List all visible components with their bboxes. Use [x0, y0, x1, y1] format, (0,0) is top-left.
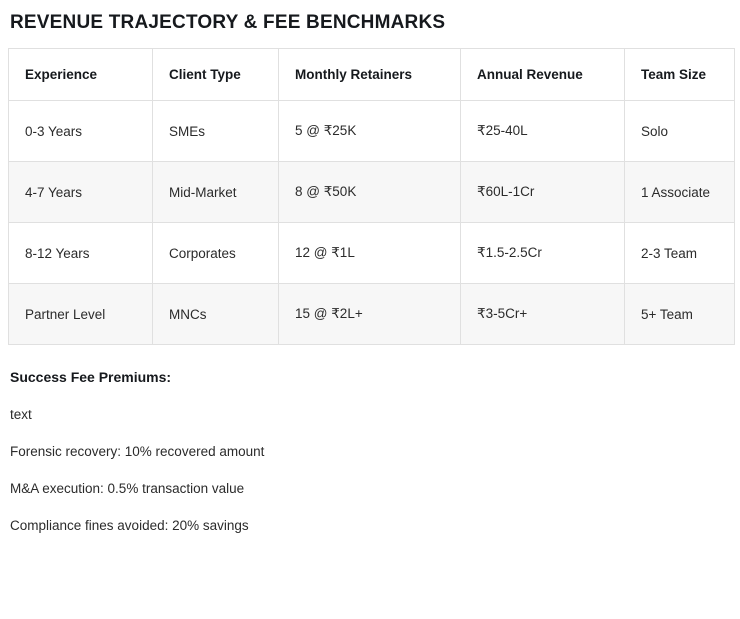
paragraph-compliance-fines: Compliance fines avoided: 20% savings — [10, 518, 249, 533]
column-header-client-type: Client Type — [153, 49, 279, 101]
page-title: REVENUE TRAJECTORY & FEE BENCHMARKS — [10, 12, 446, 33]
cell-team-size: 5+ Team — [625, 284, 735, 345]
column-header-experience: Experience — [9, 49, 153, 101]
cell-client-type: MNCs — [153, 284, 279, 345]
cell-annual-revenue: ₹3-5Cr+ — [461, 284, 625, 345]
paragraph-ma-execution: M&A execution: 0.5% transaction value — [10, 481, 245, 496]
paragraph-forensic-recovery: Forensic recovery: 10% recovered amount — [10, 444, 265, 459]
cell-experience: Partner Level — [9, 284, 153, 345]
cell-monthly-retainers: 8 @ ₹50K — [279, 162, 461, 223]
table-row — [9, 162, 735, 223]
cell-client-type: SMEs — [153, 101, 279, 162]
cell-annual-revenue: ₹60L-1Cr — [461, 162, 625, 223]
cell-annual-revenue: ₹25-40L — [461, 101, 625, 162]
cell-annual-revenue: ₹1.5-2.5Cr — [461, 223, 625, 284]
cell-experience: 8-12 Years — [9, 223, 153, 284]
table-row — [9, 223, 735, 284]
column-header-annual-revenue: Annual Revenue — [461, 49, 625, 101]
cell-experience: 4-7 Years — [9, 162, 153, 223]
table-row — [9, 101, 735, 162]
column-header-team-size: Team Size — [625, 49, 735, 101]
cell-client-type: Corporates — [153, 223, 279, 284]
revenue-benchmarks-table — [8, 48, 735, 345]
section-heading-success-fee-premiums: Success Fee Premiums: — [10, 369, 172, 385]
cell-team-size: 2-3 Team — [625, 223, 735, 284]
cell-team-size: 1 Associate — [625, 162, 735, 223]
cell-team-size: Solo — [625, 101, 735, 162]
cell-monthly-retainers: 15 @ ₹2L+ — [279, 284, 461, 345]
table-header-row — [9, 49, 735, 101]
table-row — [9, 284, 735, 345]
column-header-monthly-retainers: Monthly Retainers — [279, 49, 461, 101]
cell-monthly-retainers: 12 @ ₹1L — [279, 223, 461, 284]
cell-client-type: Mid-Market — [153, 162, 279, 223]
cell-experience: 0-3 Years — [9, 101, 153, 162]
cell-monthly-retainers: 5 @ ₹25K — [279, 101, 461, 162]
paragraph-text: text — [10, 407, 32, 422]
